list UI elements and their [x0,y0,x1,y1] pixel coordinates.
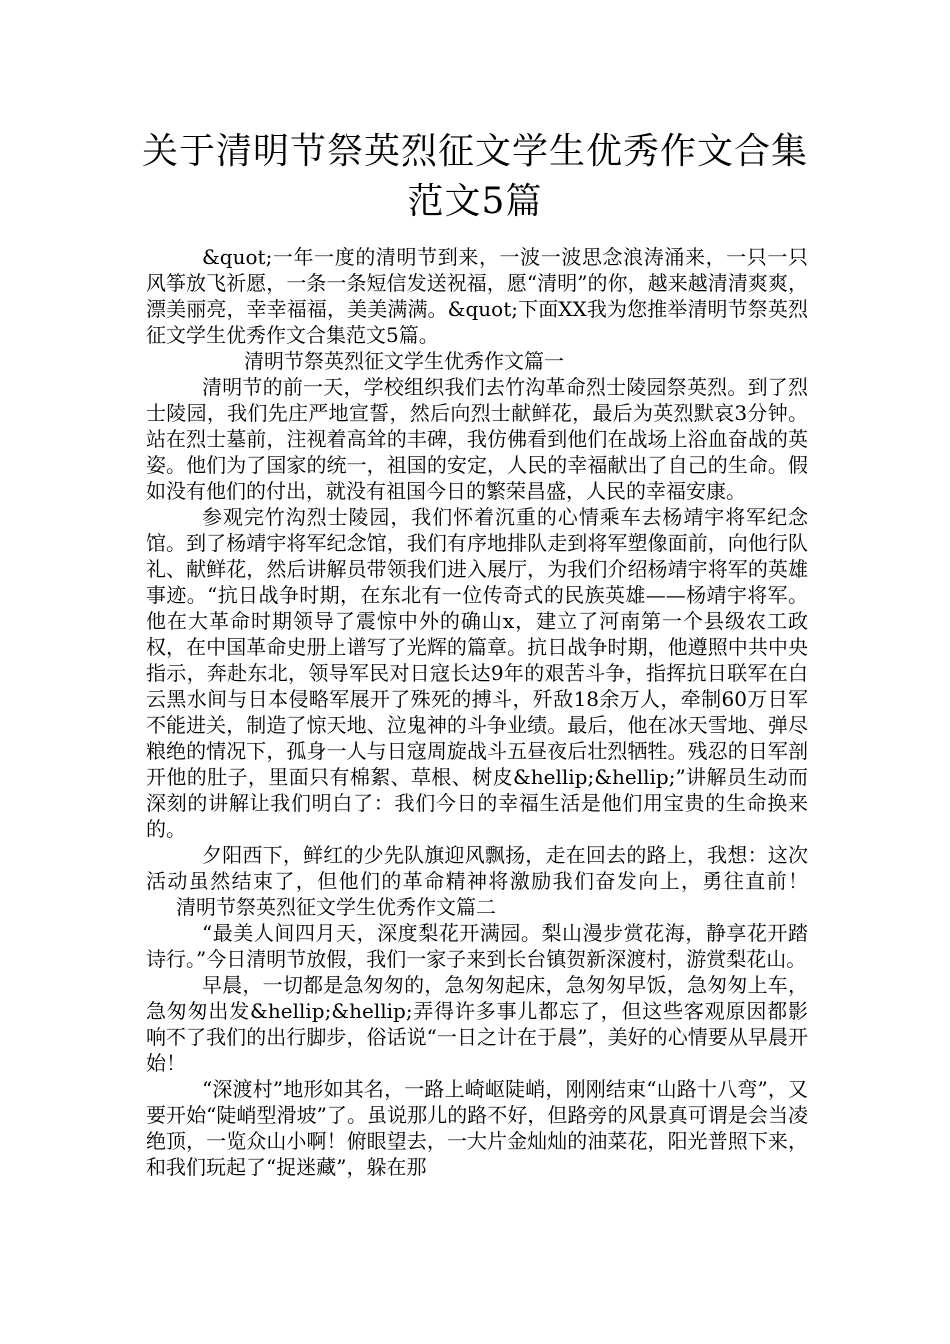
document-title-line-2: 范文5篇 [407,181,543,222]
section-2-paragraph-3: “深渡村”地形如其名，一路上崎岖陡峭，刚刚结束“山路十八弯”，又要开始“陡峭型滑坡”了。虽说那儿的路不好，但路旁的风景真可谓是会当凌绝顶，一览众山小啊！俯眼望去，一大片金灿灿的油菜花，阳光普照下来，和我们玩起了“捉迷藏”，躲在那 [146,1077,808,1179]
section-2-paragraph-2: 早晨，一切都是急匆匆的，急匆匆起床，急匆匆早饭，急匆匆上车，急匆匆出发&hellip;&hellip;弄得许多事儿都忘了，但这些客观原因都影响不了我们的出行脚步，俗话说“一日之计在于晨”，美好的心情要从早晨开始！ [146,973,808,1075]
section-1-heading: 清明节祭英烈征文学生优秀作文篇一 [244,349,564,373]
section-1-paragraph-1: 清明节的前一天，学校组织我们去竹沟革命烈士陵园祭英烈。到了烈士陵园，我们先庄严地宣誓，然后向烈士献鲜花，最后为英烈默哀3分钟。站在烈士墓前，注视着高耸的丰碑，我仿佛看到他们在战场上浴血奋战的英姿。他们为了国家的统一，祖国的安定，人民的幸福献出了自己的生命。假如没有他们的付出，就没有祖国今日的繁荣昌盛，人民的幸福安康。 [146,375,808,503]
document-title-line-1: 关于清明节祭英烈征文学生优秀作文合集 [141,131,808,172]
section-1-paragraph-2: 参观完竹沟烈士陵园，我们怀着沉重的心情乘车去杨靖宇将军纪念馆。到了杨靖宇将军纪念馆，我们有序地排队走到将军塑像面前，向他行队礼、献鲜花，然后讲解员带领我们进入展厅，为我们介绍杨靖宇将军的英雄事迹。“抗日战争时期，在东北有一位传奇式的民族英雄——杨靖宇将军。他在大革命时期领导了震惊中外的确山x，建立了河南第一个县级农工政权，在中国革命史册上谱写了光辉的篇章。抗日战争时期，他遵照中共中央指示，奔赴东北，领导军民对日寇长达9年的艰苦斗争，指挥抗日联军在白云黑水间与日本侵略军展开了殊死的搏斗，歼敌18余万人，牵制60万日军不能进关，制造了惊天地、泣鬼神的斗争业绩。最后，他在冰天雪地、弹尽粮绝的情况下，孤身一人与日寇周旋战斗五昼夜后壮烈牺牲。残忍的日军剖开他的肚子，里面只有棉絮、草根、树皮&hellip;&hellip;”讲解员生动而深刻的讲解让我们明白了：我们今日的幸福生活是他们用宝贵的生命换来的。 [146,505,808,841]
document-body [146,244,808,1180]
section-1-closing-paragraph [146,842,808,920]
section-2-heading: 清明节祭英烈征文学生优秀作文篇二 [176,895,496,919]
section-1-closing-text: 夕阳西下，鲜红的少先队旗迎风飘扬，走在回去的路上，我想：这次活动虽然结束了，但他们的革命精神将激励我们奋发向上，勇往直前！ [146,843,808,893]
intro-paragraph: &quot;一年一度的清明节到来，一波一波思念浪涛涌来，一只一只风筝放飞祈愿，一条一条短信发送祝福，愿“清明”的你，越来越清清爽爽，漂美丽亮，幸幸福福，美美满满。&quot;下面XX我为您推举清明节祭英烈征文学生优秀作文合集范文5篇。 [146,245,808,347]
section-2-paragraph-1: “最美人间四月天，深度梨花开满园。梨山漫步赏花海，静享花开踏诗行。”今日清明节放假，我们一家子来到长台镇贺新深渡村，游赏梨花山。 [146,921,808,971]
